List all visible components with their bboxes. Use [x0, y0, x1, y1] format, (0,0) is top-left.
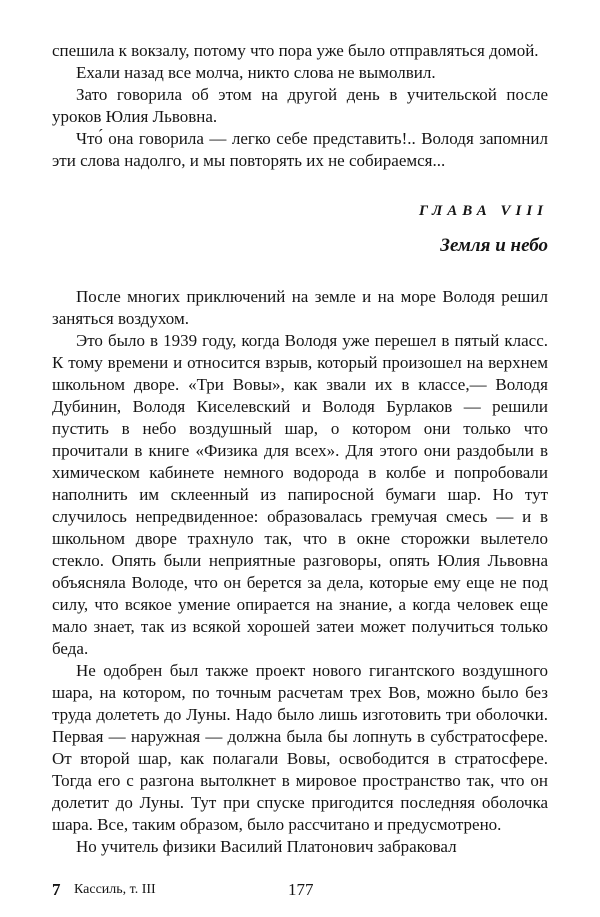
chapter-number: ГЛАВА VIII	[418, 203, 548, 219]
book-page	[52, 40, 548, 858]
signature-number: 7	[52, 880, 61, 899]
page-number: 177	[288, 880, 314, 899]
paragraph-continued: спешила к вокзалу, потому что пора уже было отправляться домой.	[52, 41, 539, 60]
chapter-title: Земля и небо	[440, 235, 548, 256]
chapter-body	[52, 286, 548, 858]
paragraph: После многих приключений на земле и на море Володя решил заняться воздухом.	[52, 287, 548, 328]
paragraph: Но учитель физики Василий Платонович забраковал	[76, 837, 457, 856]
paragraph: Зато говорила об этом на другой день в учительской после уроков Юлия Львовна.	[52, 85, 548, 126]
paragraph: Это было в 1939 году, когда Володя уже перешел в пятый класс. К тому времени и относится взрыв, который произошел на верхнем школьном дворе. «Три Вовы», как звали их в классе,— Володя Дубинин, Володя Киселевский и Володя Бурлаков — решили пустить в небо воздушный шар, о котором они только что прочитали в книге «Физика для всех». Для этого они раздобыли в химическом кабинете немного водорода в колбе и попробовали наполнить им склеенный из папиросной бумаги шар. Но тут случилось непредвиденное: образовалась гремучая смесь — и в школьном дворе трахнуло так, что в окне сторожки вылетело стекло. Опять были неприятные разговоры, опять Юлия Львовна объясняла Володе, что он берется за дела, которые ему еще не под силу, что всякое умение опирается на знание, а когда человек еще мало знает, так из всякой хорошей затеи может получиться только беда.	[52, 331, 548, 658]
signature-text: Кассиль, т. III	[74, 882, 156, 897]
paragraph: Не одобрен был также проект нового гигантского воздушного шара, на котором, по точным расчетам трех Вов, можно было без труда долететь до Луны. Надо было лишь изготовить три оболочки. Первая — наружная — должна была бы лопнуть в субстратосфере. От второй шар, как полагали Вовы, освободится в стратосфере. Тогда его с разгона вытолкнет в мировое пространство так, что он долетит до Луны. Тут при спуске пригодится последняя оболочка шара. Все, таким образом, было рассчитано и предусмотрено.	[52, 661, 548, 834]
page-footer	[52, 880, 548, 900]
paragraph: Ехали назад все молча, никто слова не вымолвил.	[76, 63, 436, 82]
paragraph: Что́ она говорила — легко себе представить!.. Володя запомнил эти слова надолго, и мы повторять их не собираемся...	[52, 129, 548, 170]
